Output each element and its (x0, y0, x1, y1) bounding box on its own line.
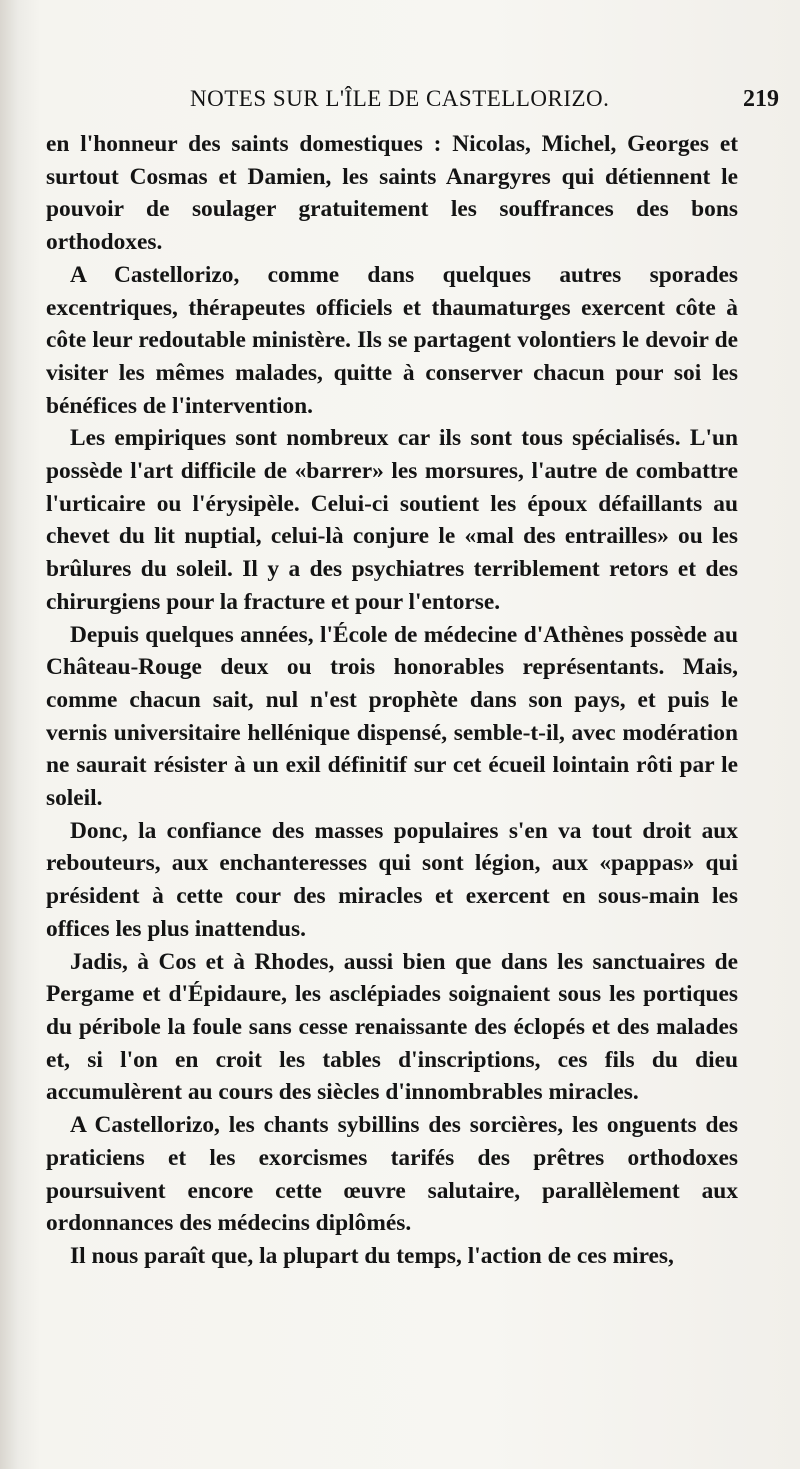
running-title: NOTES SUR L'ÎLE DE CASTELLORIZO. (190, 86, 610, 111)
body-text (46, 128, 738, 1273)
page-number: 219 (743, 86, 779, 112)
paragraph: Depuis quelques années, l'École de médecine d'Athènes possède au Château-Rouge deux ou trois honorables représentants. Mais, comme chacun sait, nul n'est prophète dans son pays, et puis le vernis universitaire hellénique dispensé, semble-t-il, avec modération ne saurait résister à un exil définitif sur cet écueil lointain rôti par le soleil. (46, 621, 738, 812)
paragraph: Il nous paraît que, la plupart du temps, l'action de ces mires, (70, 1242, 674, 1269)
paragraph: A Castellorizo, les chants sybillins des sorcières, les onguents des praticiens et les exorcismes tarifés des prêtres orthodoxes poursuivent encore cette œuvre salutaire, parallèlement aux ordonnances des médecins diplômés. (46, 1112, 738, 1237)
paragraph: Jadis, à Cos et à Rhodes, aussi bien que dans les sanctuaires de Pergame et d'Épidaure, les asclépiades soignaient sous les portiques du péribole la foule sans cesse renaissante des éclopés et des malades et, si l'on en croit les tables d'inscriptions, ces fils du dieu accumulèrent au cours des siècles d'innombrables miracles. (46, 948, 738, 1106)
paragraph: en l'honneur des saints domestiques : Nicolas, Michel, Georges et surtout Cosmas et Damien, les saints Anargyres qui détiennent le pouvoir de soulager gratuitement les souffrances des bons orthodoxes. (46, 131, 738, 256)
paragraph: Donc, la confiance des masses populaires s'en va tout droit aux rebouteurs, aux enchanteresses qui sont légion, aux «pappas» qui président à cette cour des miracles et exercent en sous-main les offices les plus inattendus. (46, 817, 738, 942)
page-header (40, 86, 785, 126)
paragraph: A Castellorizo, comme dans quelques autres sporades excentriques, thérapeutes officiels et thaumaturges exercent côte à côte leur redoutable ministère. Ils se partagent volontiers le devoir de visiter les mêmes malades, quitte à conserver chacun pour soi les bénéfices de l'intervention. (46, 261, 738, 419)
paragraph: Les empiriques sont nombreux car ils sont tous spécialisés. L'un possède l'art difficile de «barrer» les morsures, l'autre de combattre l'urticaire ou l'érysipèle. Celui-ci soutient les époux défaillants au chevet du lit nuptial, celui-là conjure le «mal des entrailles» ou les brûlures du soleil. Il y a des psychiatres terriblement retors et des chirurgiens pour la fracture et pour l'entorse. (46, 425, 738, 615)
